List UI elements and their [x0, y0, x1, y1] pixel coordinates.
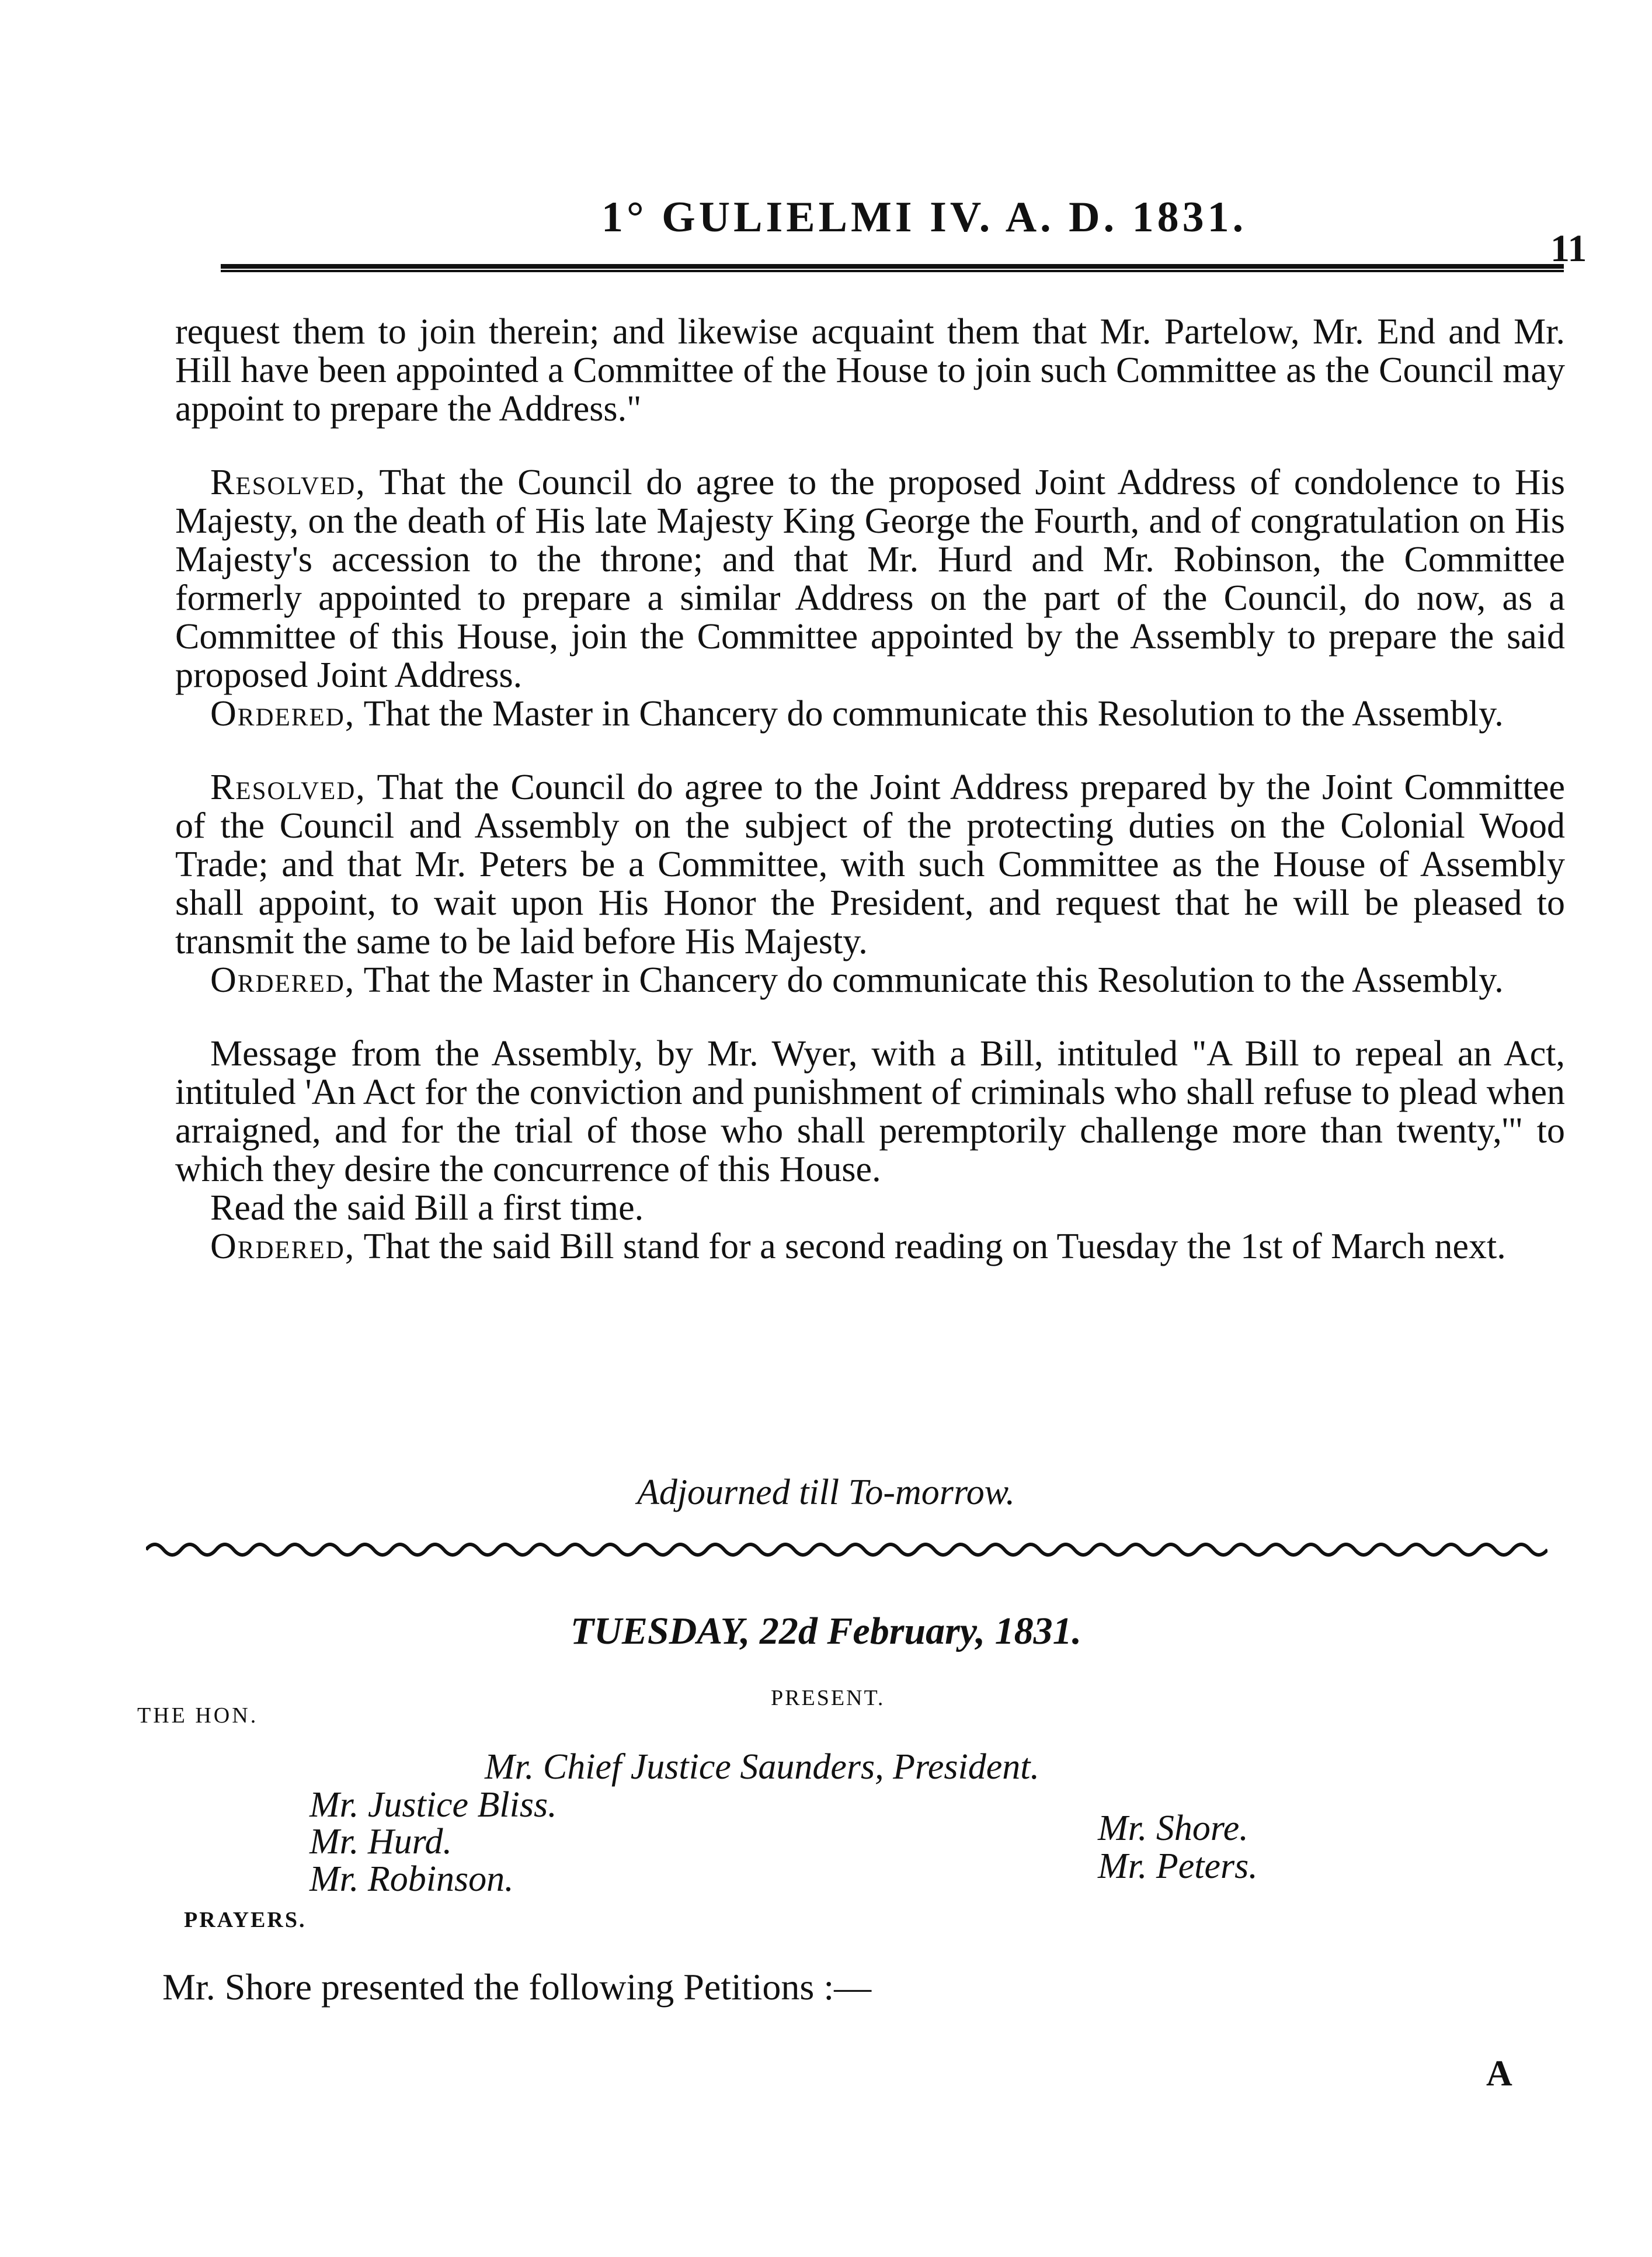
paragraph-resolved-condolence [175, 463, 1565, 695]
prayers-label: PRAYERS. [184, 1908, 307, 1932]
running-head: 1° GULIELMI IV. A. D. 1831. [601, 193, 1247, 241]
paragraph-first-reading [175, 1189, 1565, 1227]
paragraph-request-text: request them to join therein; and likewise acquaint them that Mr. Partelow, Mr. End and Mr. Hill have been appointed a Committee of the House to join such Committee as the Council may appoint to prepare the Address." [175, 312, 1565, 429]
catchword: A [1486, 2054, 1512, 2093]
proceedings-text [175, 312, 1565, 1266]
paragraph-ordered-2 [175, 961, 1565, 999]
paragraph-ordered-3 [175, 1227, 1565, 1266]
adjournment-line: Adjourned till To-morrow. [637, 1473, 1015, 1512]
sitting-date-heading: TUESDAY, 22d February, 1831. [570, 1610, 1082, 1652]
wavy-divider [146, 1541, 1547, 1558]
member-hurd: Mr. Hurd. [309, 1822, 453, 1862]
ordered-3-text: That the said Bill stand for a second reading on Tuesday the 1st of March next. [355, 1227, 1506, 1266]
first-reading-text: Read the said Bill a first time. [210, 1188, 644, 1228]
resolved-label: Resolved, [210, 463, 366, 502]
message-bill-text: Message from the Assembly, by Mr. Wyer, with a Bill, intituled "A Bill to repeal an Act, intituled 'An Act for the conviction and punishment of criminals who shall refuse to plead when arraigned, and for the trial of those who shall peremptorily challenge more than twenty,'" to which they desire the concurrence of this House. [175, 1034, 1565, 1189]
resolved-condolence-text: That the Council do agree to the proposed Joint Address of condolence to His Majesty, on the death of His late Majesty King George the Fourth, and of congratulation on His Majesty's accession to the throne; and that Mr. Hurd and Mr. Robinson, the Committee formerly appointed to prepare a similar Address on the part of the Council, do now, as a Committee of this House, join the Committee appointed by the Assembly to prepare the said proposed Joint Address. [175, 463, 1565, 695]
ordered-1-text: That the Master in Chancery do communicate this Resolution to the Assembly. [355, 694, 1504, 734]
paragraph-request [175, 312, 1565, 428]
member-president: Mr. Chief Justice Saunders, President. [485, 1747, 1039, 1787]
resolved-wood-trade-text: That the Council do agree to the Joint Address prepared by the Joint Committee of the Council and Assembly on the subject of the protecting duties on the Colonial Wood Trade; and that Mr. Peters be a Committee, with such Committee as the House of Assembly shall appoint, to wait upon His Honor the President, and request that he will be pleased to transmit the same to be laid before His Majesty. [175, 768, 1565, 961]
ordered-2-text: That the Master in Chancery do communicate this Resolution to the Assembly. [355, 960, 1504, 1000]
paragraph-message-bill [175, 1034, 1565, 1189]
resolved-label: Resolved, [210, 768, 366, 807]
paragraph-resolved-wood-trade [175, 768, 1565, 961]
member-robinson: Mr. Robinson. [309, 1859, 514, 1899]
ordered-label: Ordered, [210, 694, 356, 734]
header-rule [221, 264, 1564, 272]
the-hon-label: THE HON. [137, 1703, 259, 1728]
member-peters: Mr. Peters. [1098, 1846, 1258, 1886]
member-justice-bliss: Mr. Justice Bliss. [309, 1785, 557, 1825]
member-shore: Mr. Shore. [1098, 1808, 1248, 1848]
page-number: 11 [1550, 227, 1587, 270]
paragraph-ordered-1 [175, 695, 1565, 733]
present-label: PRESENT. [771, 1686, 885, 1710]
petitions-line: Mr. Shore presented the following Petitions :— [162, 1966, 872, 2008]
ordered-label: Ordered, [210, 1227, 356, 1266]
ordered-label: Ordered, [210, 960, 356, 1000]
